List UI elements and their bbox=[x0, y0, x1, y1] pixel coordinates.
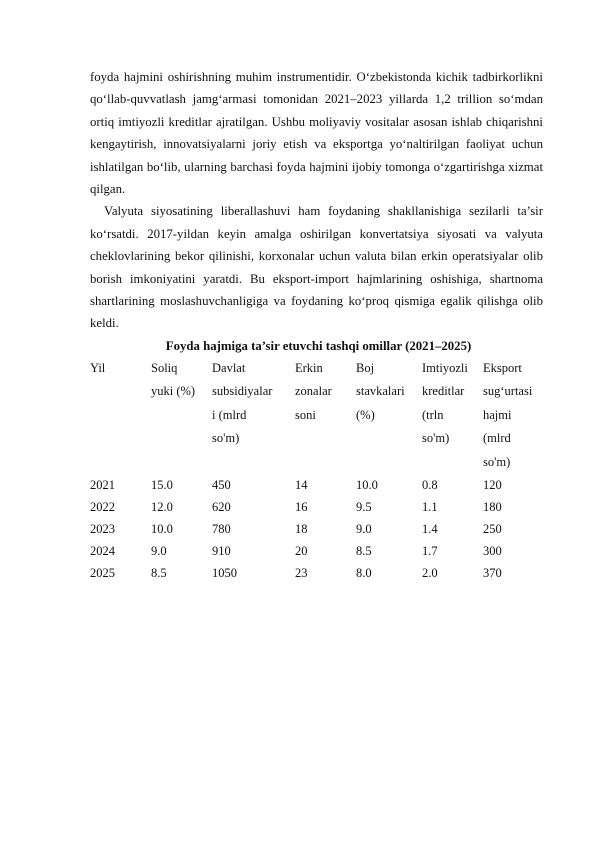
paragraph-currency: Valyuta siyosatining liberallashuvi ham foydaning shakllanishiga sezilarli ta’sir ko‘rsatdi. 2017-yildan keyin amalga oshirilgan konvertatsiya siyosati va valyuta cheklovlarining bekor qilinishi, korxonalar uchun valuta bilan erkin operatsiyalar olib borish imkoniyatini yaratdi. Bu eksport-import hajmlarining oshishiga, shartnoma shartlarining moslashuvchanligiga va foydaning ko‘proq qismiga egalik qilishga olib keldi. bbox=[90, 204, 543, 331]
table-row bbox=[90, 496, 543, 518]
cell-customs-rate: 8.5 bbox=[356, 544, 372, 559]
cell-export-insurance: 120 bbox=[483, 478, 502, 493]
cell-customs-rate: 9.0 bbox=[356, 522, 372, 537]
cell-free-zones: 20 bbox=[295, 544, 308, 559]
cell-export-insurance: 370 bbox=[483, 566, 502, 581]
table-row bbox=[90, 562, 543, 584]
header-export-insurance: Eksport sug‘urtasi hajmi (mlrd so'm) bbox=[483, 360, 533, 469]
cell-tax-burden: 8.5 bbox=[151, 566, 167, 581]
header-state-subsidies: Davlat subsidiyalar i (mlrd so'm) bbox=[212, 360, 273, 446]
cell-credits: 1.7 bbox=[422, 544, 438, 559]
cell-tax-burden: 10.0 bbox=[151, 522, 173, 537]
cell-year: 2024 bbox=[90, 544, 115, 559]
cell-year: 2022 bbox=[90, 500, 115, 515]
table-title: Foyda hajmiga ta’sir etuvchi tashqi omillar (2021–2025) bbox=[165, 338, 472, 353]
document-page bbox=[90, 66, 543, 584]
cell-tax-burden: 12.0 bbox=[151, 500, 173, 515]
cell-year: 2023 bbox=[90, 522, 115, 537]
cell-free-zones: 18 bbox=[295, 522, 308, 537]
cell-free-zones: 16 bbox=[295, 500, 308, 515]
cell-subsidies: 910 bbox=[212, 544, 231, 559]
cell-free-zones: 23 bbox=[295, 566, 308, 581]
cell-credits: 1.1 bbox=[422, 500, 438, 515]
external-factors-table bbox=[90, 357, 543, 585]
cell-year: 2025 bbox=[90, 566, 115, 581]
header-preferential-credits: Imtiyozli kreditlar (trln so'm) bbox=[422, 360, 468, 446]
table-row bbox=[90, 474, 543, 496]
header-tax-burden: Soliq yuki (%) bbox=[151, 360, 196, 399]
cell-subsidies: 780 bbox=[212, 522, 231, 537]
header-free-zones: Erkin zonalar soni bbox=[295, 360, 332, 422]
cell-subsidies: 450 bbox=[212, 478, 231, 493]
cell-customs-rate: 8.0 bbox=[356, 566, 372, 581]
cell-year: 2021 bbox=[90, 478, 115, 493]
cell-tax-burden: 9.0 bbox=[151, 544, 167, 559]
cell-subsidies: 620 bbox=[212, 500, 231, 515]
cell-export-insurance: 300 bbox=[483, 544, 502, 559]
header-customs-rates: Boj stavkalari (%) bbox=[356, 360, 405, 422]
cell-tax-burden: 15.0 bbox=[151, 478, 173, 493]
cell-credits: 1.4 bbox=[422, 522, 438, 537]
cell-customs-rate: 9.5 bbox=[356, 500, 372, 515]
cell-export-insurance: 250 bbox=[483, 522, 502, 537]
table-row bbox=[90, 540, 543, 562]
paragraph-credit: foyda hajmini oshirishning muhim instrumentidir. O‘zbekistonda kichik tadbirkorlikni qo‘llab-quvvatlash jamg‘armasi tomonidan 2021–2023 yillarda 1,2 trillion so‘mdan ortiq imtiyozli kreditlar ajratilgan. Ushbu moliyaviy vositalar asosan ishlab chiqarishni kengaytirish, innovatsiyalarni joriy etish va eksportga yo‘naltirilgan faoliyat uchun ishlatilgan bo‘lib, ularning barchasi foyda hajmini ijobiy tomonga o‘zgartirishga xizmat qilgan. bbox=[90, 70, 543, 197]
cell-free-zones: 14 bbox=[295, 478, 308, 493]
cell-export-insurance: 180 bbox=[483, 500, 502, 515]
header-year: Yil bbox=[90, 360, 106, 375]
cell-customs-rate: 10.0 bbox=[356, 478, 378, 493]
cell-credits: 2.0 bbox=[422, 566, 438, 581]
table-row bbox=[90, 518, 543, 540]
cell-subsidies: 1050 bbox=[212, 566, 237, 581]
table-header-row bbox=[90, 357, 543, 475]
cell-credits: 0.8 bbox=[422, 478, 438, 493]
